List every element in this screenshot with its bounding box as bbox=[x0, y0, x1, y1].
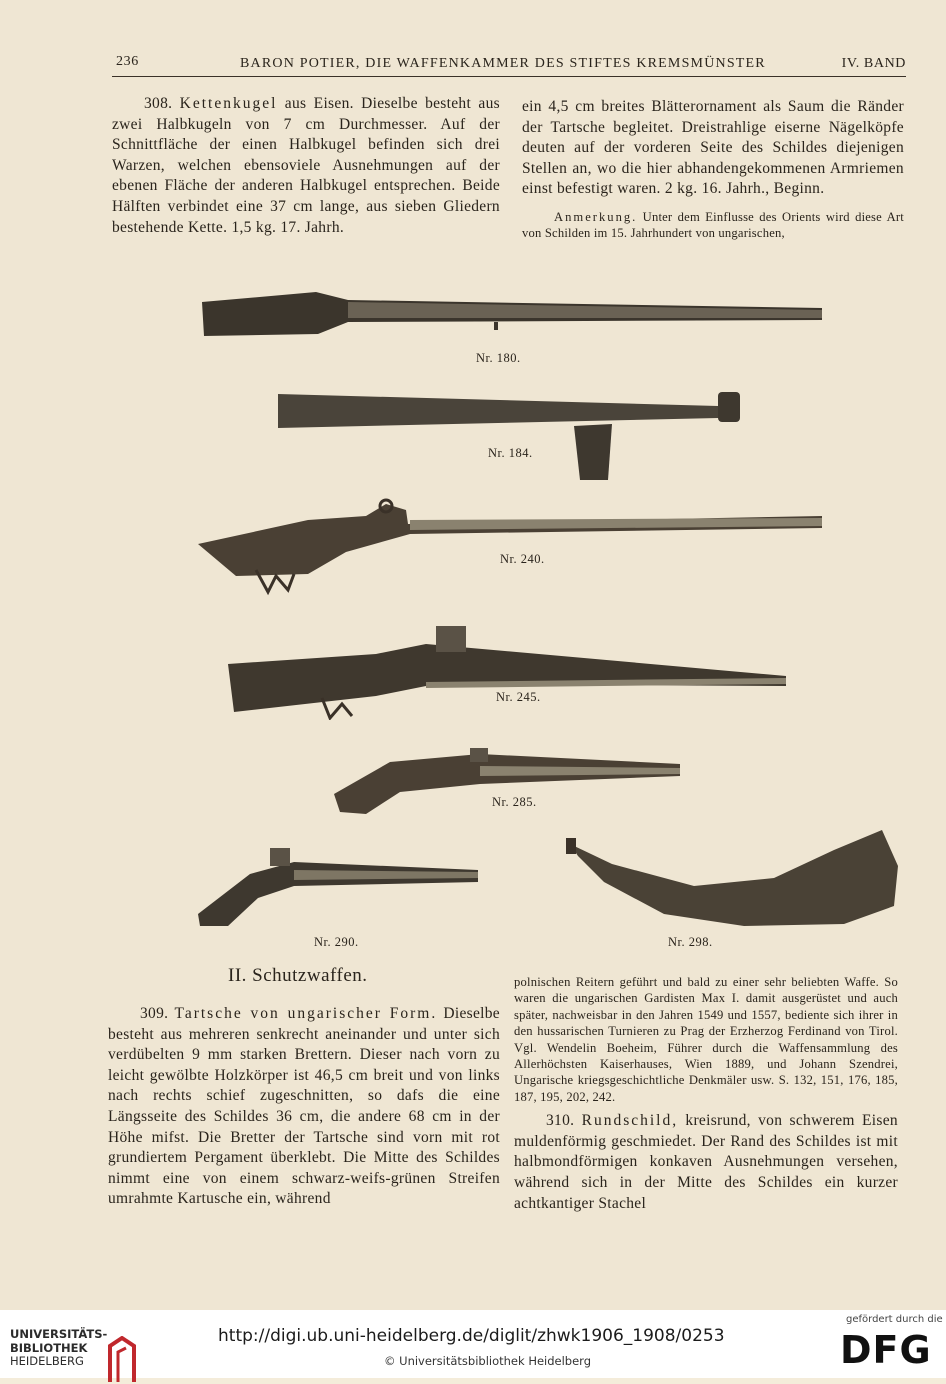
figure-wheellock-240 bbox=[196, 490, 826, 596]
entry-308 bbox=[112, 94, 500, 238]
caption-285: Nr. 285. bbox=[492, 795, 537, 809]
caption-298: Nr. 298. bbox=[668, 935, 713, 949]
entry-309 bbox=[108, 1004, 500, 1210]
copyright: © Universitätsbibliothek Heidelberg bbox=[384, 1354, 592, 1368]
right-column-top bbox=[522, 97, 904, 242]
section-title: II. Schutzwaffen. bbox=[228, 965, 368, 986]
entry-text: aus Eisen. Dieselbe besteht aus zwei Halbkugeln von 7 cm Durchmesser. Auf der Schnittfläche der einen Halbkugel befinden sich drei Warzen, welchen ebensoviele Ausnehmungen auf der ebenen Fläche der anderen Halbkugel entsprechen. Beide Hälften verbindet eine 37 cm lange, aus sieben Gliedern bestehende Kette. 1,5 kg. 17. Jahrh. bbox=[112, 95, 500, 236]
figure-rifle-245 bbox=[226, 620, 792, 720]
page-number: 236 bbox=[116, 54, 139, 69]
figure-powderhorn-298 bbox=[564, 826, 904, 930]
library-name-3: HEIDELBERG bbox=[10, 1354, 84, 1368]
entry-number: 309. bbox=[140, 1005, 169, 1022]
volume-label: IV. BAND bbox=[841, 56, 906, 71]
figure-hakenbuechse-184 bbox=[274, 388, 744, 484]
library-name-1: UNIVERSITÄTS- bbox=[10, 1327, 108, 1341]
entry-term: Kettenkugel bbox=[179, 95, 278, 112]
shield-continuation: ein 4,5 cm breites Blätterornament als Saum die Ränder der Tartsche begleitet. Dreistrahlige eiserne Nägelköpfe deuten auf der vorderen Seite des Schildes diejenigen Stellen an, wo die hier abhandengekommenen Armriemen einst befestigt waren. 2 kg. 16. Jahrh., Beginn. bbox=[522, 98, 904, 198]
caption-245: Nr. 245. bbox=[496, 690, 541, 704]
caption-290: Nr. 290. bbox=[314, 935, 359, 949]
entry-number: 308. bbox=[144, 95, 173, 112]
entry-term: Rundschild, bbox=[581, 1112, 679, 1130]
dfg-logo: DFG bbox=[840, 1328, 932, 1372]
caption-240: Nr. 240. bbox=[500, 552, 545, 566]
entry-text: kreisrund, von schwerem Eisen muldenförmig geschmiedet. Der Rand des Schildes ist mit halbmondförmigen konkaven Ausnehmungen versehen, während sich in der Mitte des Schildes ein kurzer achtkantiger Stachel bbox=[514, 1112, 898, 1212]
annotation-continuation: polnischen Reitern geführt und bald zu einer sehr beliebten Waffe. So waren die ungarischen Gardisten Max I. damit ausgerüstet und auch später, nachweisbar in den Jahren 1549 und 1557, bediente sich ihrer in den hussarischen Turnieren zu Prag der Erzherzog Ferdinand von Tirol. Vgl. Wendelin Boeheim, Führer durch die Waffensammlung des Allerhöchsten Kaiserhauses, Wien 1889, und Johann Szendrei, Ungarische kriegsgeschichtliche Denkmäler usw. S. 132, 151, 176, 185, 187, 195, 202, 242. bbox=[514, 975, 898, 1104]
page-header bbox=[112, 50, 906, 77]
figure-musket-180 bbox=[198, 288, 828, 348]
permalink-url[interactable]: http://digi.ub.uni-heidelberg.de/diglit/zhwk1906_1908/0253 bbox=[218, 1326, 725, 1346]
library-mark-icon bbox=[106, 1336, 136, 1384]
entry-term: Tartsche von ungarischer Form. bbox=[174, 1005, 438, 1022]
caption-180: Nr. 180. bbox=[476, 351, 521, 365]
library-logo bbox=[10, 1328, 130, 1370]
annotation-label: Anmerkung. bbox=[554, 209, 638, 224]
library-name-2: BIBLIOTHEK bbox=[10, 1340, 88, 1355]
caption-184: Nr. 184. bbox=[488, 446, 533, 460]
entry-number: 310. bbox=[546, 1112, 575, 1130]
right-column-bottom bbox=[514, 974, 898, 1214]
figure-pistol-290 bbox=[194, 840, 482, 928]
running-title: BARON POTIER, DIE WAFFENKAMMER DES STIFTES KREMSMÜNSTER bbox=[240, 56, 766, 71]
funding-note: gefördert durch die bbox=[846, 1314, 943, 1325]
digitization-footer bbox=[0, 1310, 946, 1378]
entry-text: Dieselbe besteht aus mehreren senkrecht aneinander und unter sich verdübelten 9 mm starken Brettern. Dieser nach vorn zu leicht gewölbte Holzkörper ist 46,5 cm breit und von links nach rechts schief zugeschnitten, so dafs die eine Längsseite des Schildes 36 cm, die andere 68 cm in der Höhe mifst. Die Bretter der Tartsche sind vorn mit rot grundiertem Pergament überklebt. Die Mitte des Schildes nimmt eine von einem schwarz-weifs-grünen Streifen umrahmte Kartusche ein, während bbox=[108, 1005, 500, 1208]
entry-310 bbox=[514, 1111, 898, 1214]
annotation-text: Unter dem Einflusse des Orients wird diese Art von Schilden im 15. Jahrhundert von ungarischen, bbox=[522, 209, 904, 241]
annotation bbox=[522, 209, 904, 242]
